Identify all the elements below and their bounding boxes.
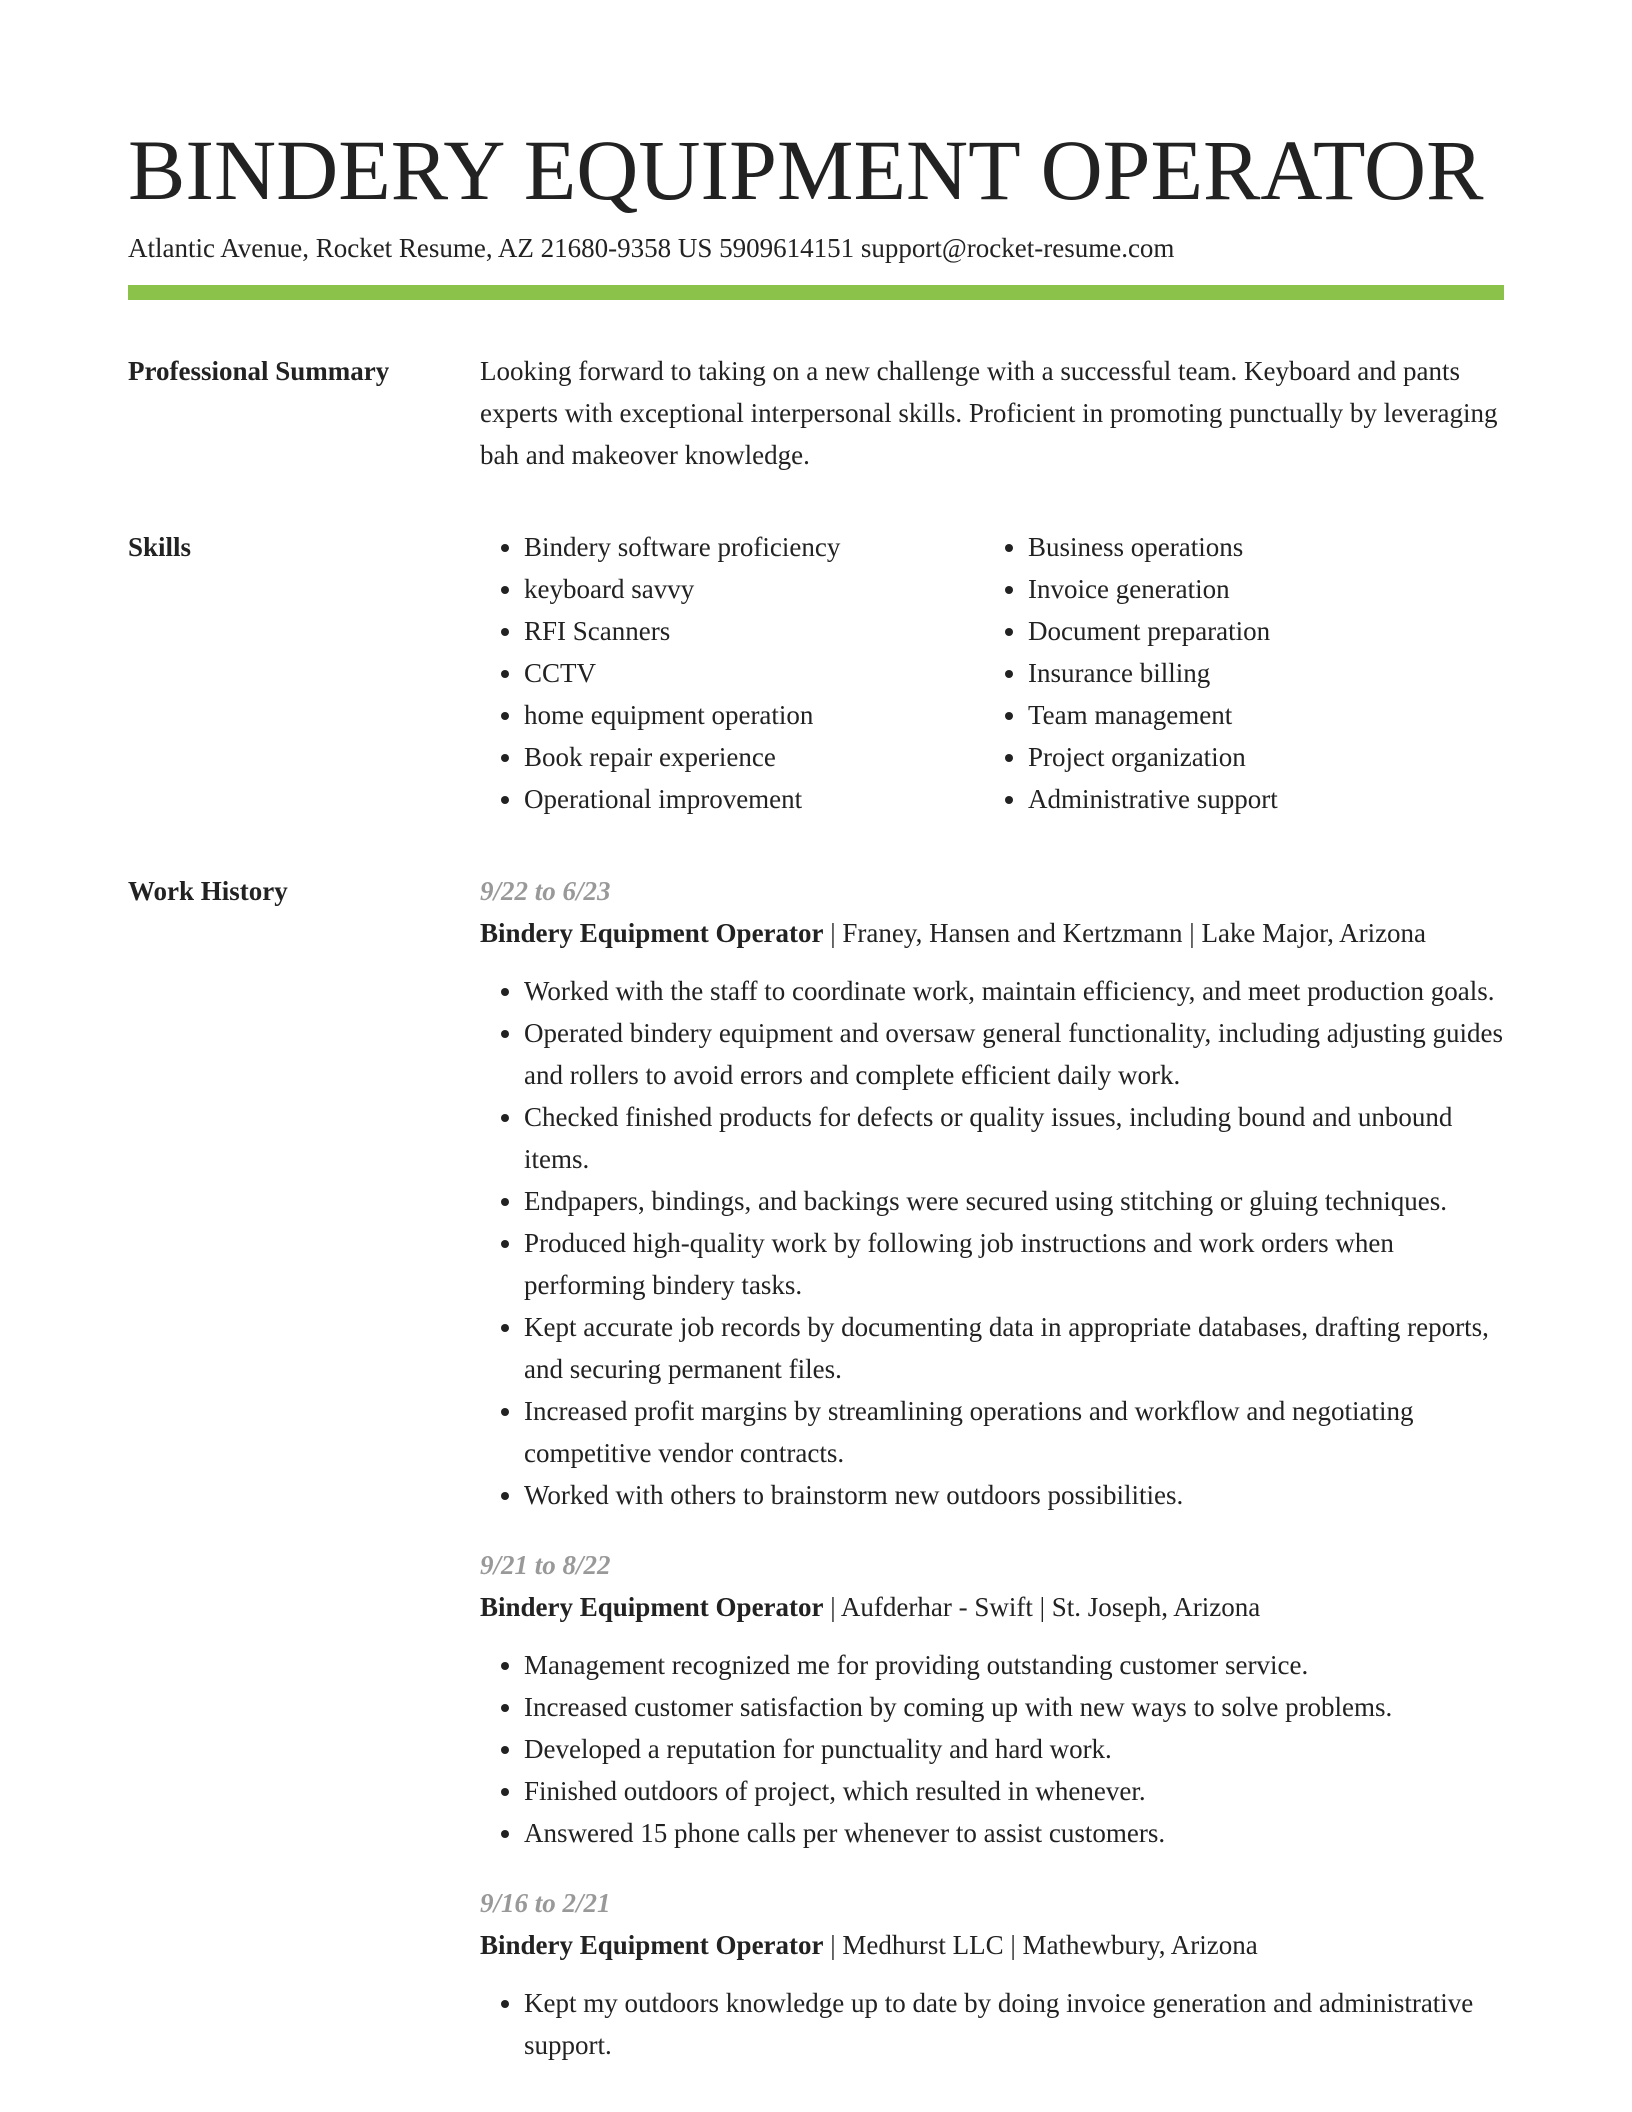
job-bullet: • Produced high-quality work by following job instructions and work orders when performing bindery tasks. bbox=[524, 1222, 1504, 1306]
job-title: Bindery Equipment Operator bbox=[480, 918, 824, 948]
job-dates: 9/16 to 2/21 bbox=[480, 1888, 611, 1918]
job-title: Bindery Equipment Operator bbox=[480, 1930, 824, 1960]
skill-item: • Operational improvement bbox=[524, 778, 984, 820]
skill-item: • keyboard savvy bbox=[524, 568, 984, 610]
summary-section bbox=[128, 350, 1504, 476]
resume-page bbox=[128, 120, 1504, 2094]
job-bullet: • Checked finished products for defects or quality issues, including bound and unbound items. bbox=[524, 1096, 1504, 1180]
job-bullets bbox=[480, 1982, 1504, 2066]
job-bullet: • Answered 15 phone calls per whenever to assist customers. bbox=[524, 1812, 1504, 1854]
summary-text: Looking forward to taking on a new challenge with a successful team. Keyboard and pants experts with exceptional interpersonal skills. Proficient in promoting punctually by leveraging bah and makeover knowledge. bbox=[480, 356, 1498, 470]
job-title: Bindery Equipment Operator bbox=[480, 1592, 824, 1622]
job-entry bbox=[480, 1882, 1504, 2066]
skills-column-right bbox=[984, 526, 1488, 820]
job-details: | Aufderhar - Swift | St. Joseph, Arizona bbox=[823, 1592, 1261, 1622]
job-entry bbox=[480, 1544, 1504, 1854]
job-dates: 9/22 to 6/23 bbox=[480, 876, 611, 906]
summary-body bbox=[480, 350, 1504, 476]
job-bullets bbox=[480, 1644, 1504, 1854]
job-bullets bbox=[480, 970, 1504, 1516]
skill-item: • Administrative support bbox=[1028, 778, 1488, 820]
work-history-section bbox=[128, 870, 1504, 2094]
skill-item: • CCTV bbox=[524, 652, 984, 694]
job-heading bbox=[480, 912, 1504, 954]
section-label-skills: Skills bbox=[128, 532, 192, 562]
job-bullet: • Increased customer satisfaction by coming up with new ways to solve problems. bbox=[524, 1686, 1504, 1728]
job-bullet: • Finished outdoors of project, which resulted in whenever. bbox=[524, 1770, 1504, 1812]
skill-item: • Business operations bbox=[1028, 526, 1488, 568]
skills-section bbox=[128, 526, 1504, 820]
job-bullet: • Kept accurate job records by documenting data in appropriate databases, drafting reports, and securing permanent files. bbox=[524, 1306, 1504, 1390]
skill-item: • home equipment operation bbox=[524, 694, 984, 736]
job-details: | Franey, Hansen and Kertzmann | Lake Major, Arizona bbox=[823, 918, 1427, 948]
skills-column-left bbox=[480, 526, 984, 820]
section-label-work-history: Work History bbox=[128, 876, 288, 906]
skills-body bbox=[480, 526, 1504, 820]
work-history-body bbox=[480, 870, 1504, 2094]
skill-item: • RFI Scanners bbox=[524, 610, 984, 652]
job-heading bbox=[480, 1924, 1504, 1966]
job-bullet: • Operated bindery equipment and oversaw general functionality, including adjusting guides and rollers to avoid errors and complete efficient daily work. bbox=[524, 1012, 1504, 1096]
job-dates: 9/21 to 8/22 bbox=[480, 1550, 611, 1580]
job-bullet: • Worked with the staff to coordinate work, maintain efficiency, and meet production goals. bbox=[524, 970, 1504, 1012]
job-entry bbox=[480, 870, 1504, 1516]
job-details: | Medhurst LLC | Mathewbury, Arizona bbox=[823, 1930, 1258, 1960]
section-label-summary: Professional Summary bbox=[128, 356, 390, 386]
job-bullet: • Increased profit margins by streamlining operations and workflow and negotiating competitive vendor contracts. bbox=[524, 1390, 1504, 1474]
job-heading bbox=[480, 1586, 1504, 1628]
job-bullet: • Worked with others to brainstorm new outdoors possibilities. bbox=[524, 1474, 1504, 1516]
skills-list-right bbox=[984, 526, 1488, 820]
skill-item: • Project organization bbox=[1028, 736, 1488, 778]
skill-item: • Document preparation bbox=[1028, 610, 1488, 652]
contact-line: Atlantic Avenue, Rocket Resume, AZ 21680-9358 US 5909614151 support@rocket-resume.com bbox=[128, 233, 1175, 263]
job-bullet: • Developed a reputation for punctuality and hard work. bbox=[524, 1728, 1504, 1770]
skills-list-left bbox=[480, 526, 984, 820]
job-bullet: • Management recognized me for providing outstanding customer service. bbox=[524, 1644, 1504, 1686]
skill-item: • Bindery software proficiency bbox=[524, 526, 984, 568]
job-bullet: • Endpapers, bindings, and backings were secured using stitching or gluing techniques. bbox=[524, 1180, 1504, 1222]
skill-item: • Team management bbox=[1028, 694, 1488, 736]
candidate-name: BINDERY EQUIPMENT OPERATOR bbox=[128, 122, 1484, 218]
job-bullet: • Kept my outdoors knowledge up to date by doing invoice generation and administrative support. bbox=[524, 1982, 1504, 2066]
skill-item: • Book repair experience bbox=[524, 736, 984, 778]
header-divider bbox=[128, 285, 1504, 300]
skill-item: • Insurance billing bbox=[1028, 652, 1488, 694]
skill-item: • Invoice generation bbox=[1028, 568, 1488, 610]
